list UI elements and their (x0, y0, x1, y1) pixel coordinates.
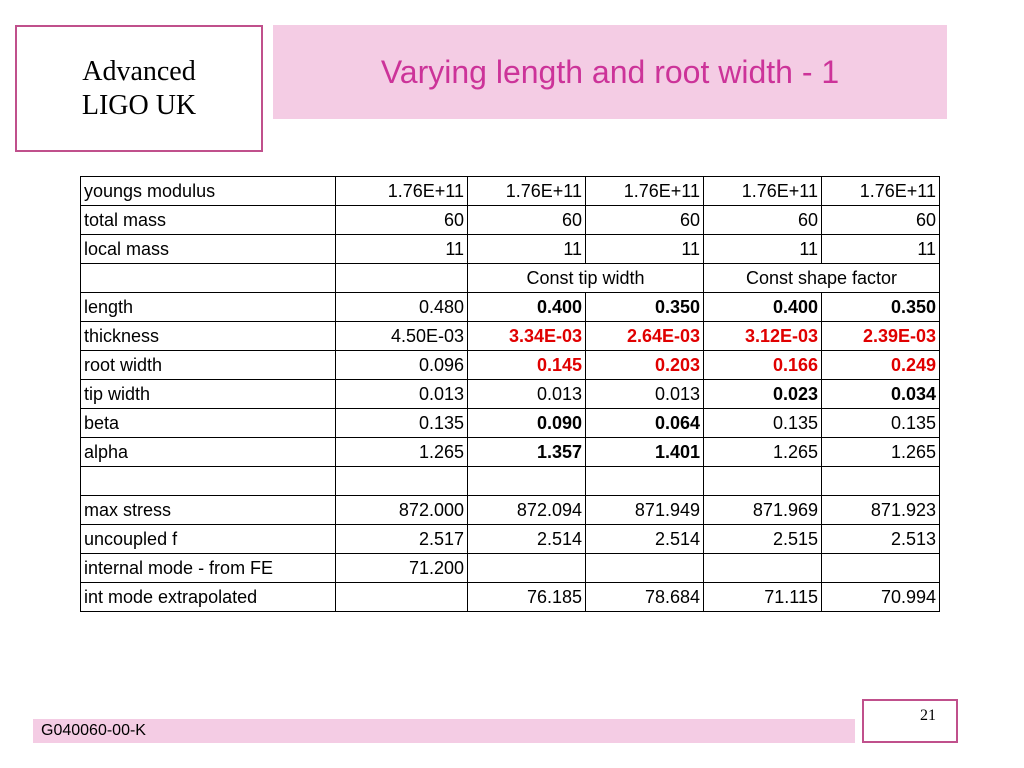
cell-value (704, 467, 822, 496)
table-row (81, 409, 940, 438)
cell-value: 0.400 (704, 293, 822, 322)
table-row (81, 351, 940, 380)
row-label: local mass (81, 235, 336, 264)
row-label: internal mode - from FE (81, 554, 336, 583)
cell-value: 60 (468, 206, 586, 235)
row-label: thickness (81, 322, 336, 351)
cell-value: 60 (586, 206, 704, 235)
cell-value: 60 (822, 206, 940, 235)
page-number: 21 (862, 699, 958, 743)
cell-value: 71.115 (704, 583, 822, 612)
cell-value (822, 467, 940, 496)
cell-value: 0.135 (336, 409, 468, 438)
cell-value: 2.513 (822, 525, 940, 554)
cell-value: 60 (704, 206, 822, 235)
cell-value: 3.34E-03 (468, 322, 586, 351)
cell-value: 1.76E+11 (586, 177, 704, 206)
cell-value: 1.357 (468, 438, 586, 467)
cell-value: 1.265 (336, 438, 468, 467)
group-header-const-shape-factor: Const shape factor (704, 264, 940, 293)
row-label (81, 467, 336, 496)
cell-value: 0.203 (586, 351, 704, 380)
cell-value: 0.096 (336, 351, 468, 380)
cell-value: 1.401 (586, 438, 704, 467)
cell-value: 0.350 (822, 293, 940, 322)
cell-value: 0.400 (468, 293, 586, 322)
cell-value (586, 554, 704, 583)
logo-box (15, 25, 263, 152)
table-row (81, 554, 940, 583)
table-row (81, 525, 940, 554)
cell-value: 872.000 (336, 496, 468, 525)
cell-value: 0.350 (586, 293, 704, 322)
cell-value: 70.994 (822, 583, 940, 612)
cell-value: 76.185 (468, 583, 586, 612)
cell-value: 3.12E-03 (704, 322, 822, 351)
cell-value: 1.76E+11 (704, 177, 822, 206)
row-label: root width (81, 351, 336, 380)
cell-value: 2.39E-03 (822, 322, 940, 351)
row-label: length (81, 293, 336, 322)
table-row (81, 322, 940, 351)
cell-value: 0.249 (822, 351, 940, 380)
row-label: alpha (81, 438, 336, 467)
cell-value: 0.135 (704, 409, 822, 438)
cell-value: 871.923 (822, 496, 940, 525)
cell-value: 0.013 (586, 380, 704, 409)
row-label: int mode extrapolated (81, 583, 336, 612)
table-row (81, 583, 940, 612)
cell-value: 0.034 (822, 380, 940, 409)
cell-value: 11 (468, 235, 586, 264)
logo-line-2: LIGO UK (81, 89, 197, 121)
row-label: total mass (81, 206, 336, 235)
cell-value: 1.76E+11 (468, 177, 586, 206)
table-row (81, 467, 940, 496)
cell-value: 0.013 (468, 380, 586, 409)
cell-value: 0.090 (468, 409, 586, 438)
cell-value: 11 (704, 235, 822, 264)
slide-title: Varying length and root width - 1 (380, 53, 840, 90)
cell-value: 2.514 (586, 525, 704, 554)
row-label: youngs modulus (81, 177, 336, 206)
cell-value: 78.684 (586, 583, 704, 612)
cell-value: 871.949 (586, 496, 704, 525)
cell-value: 1.76E+11 (822, 177, 940, 206)
data-table (80, 176, 940, 612)
cell-value: 0.064 (586, 409, 704, 438)
cell-value: 2.517 (336, 525, 468, 554)
cell-value (336, 467, 468, 496)
cell-value (336, 583, 468, 612)
row-label: beta (81, 409, 336, 438)
cell-value: 11 (586, 235, 704, 264)
table-row (81, 438, 940, 467)
cell-value (468, 467, 586, 496)
cell-value: 0.166 (704, 351, 822, 380)
cell-value: 1.76E+11 (336, 177, 468, 206)
cell-value: 0.013 (336, 380, 468, 409)
cell-value: 1.265 (822, 438, 940, 467)
cell-value: 0.145 (468, 351, 586, 380)
cell-value: 0.023 (704, 380, 822, 409)
table-row (81, 496, 940, 525)
cell-value: 0.480 (336, 293, 468, 322)
row-label: uncoupled f (81, 525, 336, 554)
table-row (81, 177, 940, 206)
cell-value: 11 (822, 235, 940, 264)
cell-value: 11 (336, 235, 468, 264)
cell-value: 60 (336, 206, 468, 235)
table-row (81, 380, 940, 409)
row-label: tip width (81, 380, 336, 409)
cell-value (586, 467, 704, 496)
table-row (81, 264, 940, 293)
table-row (81, 235, 940, 264)
cell-value (704, 554, 822, 583)
title-bar (273, 25, 947, 119)
logo-line-1: Advanced (82, 55, 196, 87)
cell-value: 2.514 (468, 525, 586, 554)
table-row (81, 293, 940, 322)
table-row (81, 206, 940, 235)
cell-value: 4.50E-03 (336, 322, 468, 351)
row-label (81, 264, 336, 293)
cell-value: 871.969 (704, 496, 822, 525)
cell-value: 71.200 (336, 554, 468, 583)
document-id: G040060-00-K (41, 722, 146, 739)
cell-value: 2.64E-03 (586, 322, 704, 351)
cell-value (468, 554, 586, 583)
cell-value: 1.265 (704, 438, 822, 467)
footer-bar (33, 719, 855, 743)
row-label: max stress (81, 496, 336, 525)
cell-value: 0.135 (822, 409, 940, 438)
group-header-const-tip-width: Const tip width (468, 264, 704, 293)
cell-value: 872.094 (468, 496, 586, 525)
cell-value (822, 554, 940, 583)
cell-value: 2.515 (704, 525, 822, 554)
cell-value (336, 264, 468, 293)
